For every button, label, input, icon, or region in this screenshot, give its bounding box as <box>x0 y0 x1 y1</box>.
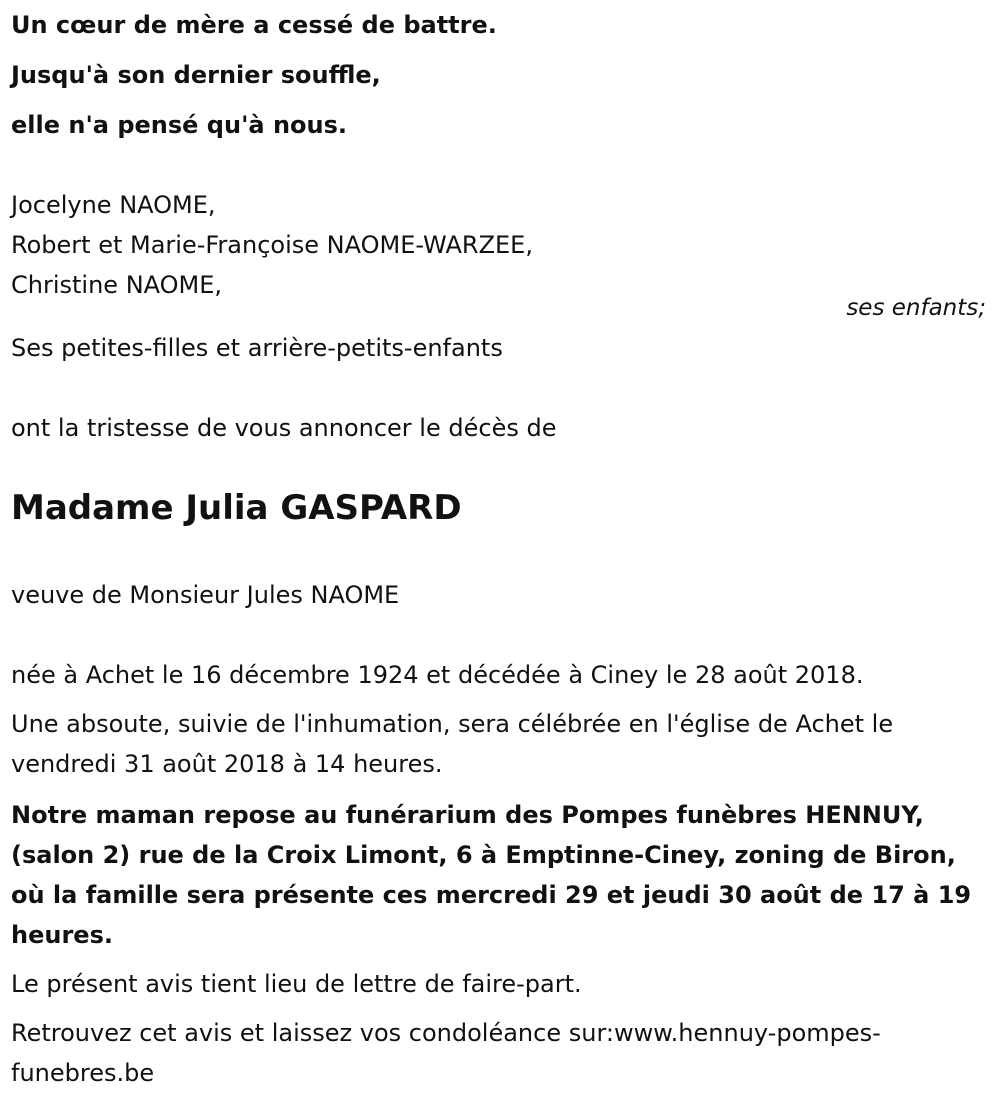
spouse-line: veuve de Monsieur Jules NAOME <box>11 581 400 609</box>
deceased-name: Madame Julia GASPARD <box>11 488 462 528</box>
notice-line: Le présent avis tient lieu de lettre de faire-part. <box>11 970 582 998</box>
epitaph-line-2: Jusqu'à son dernier souffle, <box>11 61 381 89</box>
visitation-paragraph: Notre maman repose au funérarium des Pompes funèbres HENNUY, (salon 2) rue de la Croix Limont, 6 à Emptinne-Ciney, zoning de Biron, où la famille sera présente ces mercredi 29 et jeudi 30 août de 17 à 19 heures. <box>11 801 972 949</box>
epitaph-line-1: Un cœur de mère a cessé de battre. <box>11 11 497 39</box>
family-child-2: Robert et Marie-Françoise NAOME-WARZEE, <box>11 231 533 259</box>
birth-death-line: née à Achet le 16 décembre 1924 et décédée à Ciney le 28 août 2018. <box>11 661 864 689</box>
condolences-paragraph: Retrouvez cet avis et laissez vos condoléance sur:www.hennuy-pompes-funebres.be <box>11 1019 881 1087</box>
family-child-1: Jocelyne NAOME, <box>11 191 216 219</box>
epitaph-line-3: elle n'a pensé qu'à nous. <box>11 111 348 139</box>
children-label: ses enfants; <box>846 295 986 321</box>
announcement-intro: ont la tristesse de vous annoncer le décès de <box>11 414 557 442</box>
grandchildren-line: Ses petites-filles et arrière-petits-enfants <box>11 334 503 362</box>
ceremony-paragraph: Une absoute, suivie de l'inhumation, sera célébrée en l'église de Achet le vendredi 31 août 2018 à 14 heures. <box>11 710 894 778</box>
family-child-3: Christine NAOME, <box>11 271 223 299</box>
